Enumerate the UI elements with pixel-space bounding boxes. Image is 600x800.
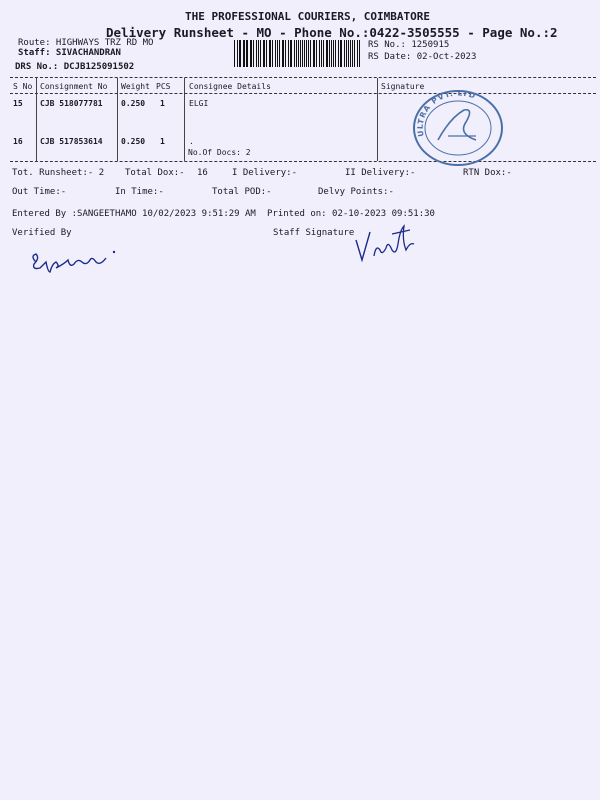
barcode-bar	[352, 40, 354, 67]
drs-number: DRS No.: DCJB125091502	[15, 62, 135, 72]
barcode-bar	[277, 40, 278, 67]
col-header-weight: Weight	[121, 82, 150, 91]
barcode-bar	[288, 40, 289, 67]
barcode-bar	[340, 40, 341, 67]
barcode-bar	[256, 40, 257, 67]
total-dox-value: 16	[197, 168, 208, 178]
barcode-bar	[253, 40, 254, 67]
barcode-bar	[266, 40, 267, 67]
barcode-bar	[258, 40, 260, 67]
barcode-bar	[344, 40, 345, 67]
ii-delivery: II Delivery:-	[345, 168, 416, 178]
barcode-bar	[327, 40, 328, 67]
col-divider	[377, 78, 378, 161]
tot-runsheet: Tot. Runsheet:- 2	[12, 168, 105, 178]
barcode-bar	[290, 40, 291, 67]
col-divider	[184, 78, 185, 161]
barcode	[234, 40, 360, 67]
barcode-bar	[326, 40, 327, 67]
table-row-weight: 0.250	[121, 137, 146, 146]
col-header-consignee: Consignee Details	[189, 82, 271, 91]
barcode-bar	[296, 40, 297, 67]
route-label: Route: HIGHWAYS TRZ RD MO	[18, 38, 154, 48]
barcode-bar	[304, 40, 305, 67]
barcode-bar	[321, 40, 322, 67]
stamp-text: ULTRA PVT. LTD	[415, 88, 478, 138]
staff-label: Staff: SIVACHANDRAN	[18, 48, 121, 58]
barcode-bar	[350, 40, 351, 67]
barcode-bar	[319, 40, 320, 67]
barcode-bar	[247, 40, 248, 67]
delvy-points: Delvy Points:-	[318, 187, 394, 197]
barcode-bar	[246, 40, 247, 67]
in-time: In Time:-	[115, 187, 164, 197]
barcode-bar	[316, 40, 318, 67]
barcode-bar	[251, 40, 252, 67]
rs-date: RS Date: 02-Oct-2023	[368, 52, 477, 62]
barcode-bar	[275, 40, 277, 67]
barcode-bar	[329, 40, 330, 67]
runsheet-title: Delivery Runsheet - MO - Phone No.:0422-3505555 - Page No.:2	[106, 25, 558, 40]
table-row-consignee: .	[189, 137, 194, 146]
barcode-bar	[300, 40, 301, 67]
col-header-pcs: PCS	[156, 82, 171, 91]
barcode-bar	[270, 40, 271, 67]
barcode-bar	[354, 40, 355, 67]
table-row-consignee: ELGI	[189, 99, 209, 108]
barcode-bar	[357, 40, 358, 67]
barcode-bar	[239, 40, 240, 67]
barcode-bar	[306, 40, 307, 67]
col-header-consignment: Consignment No	[40, 82, 108, 91]
table-row-pcs: 1	[160, 99, 165, 108]
table-row-sno: 16	[13, 137, 23, 146]
barcode-bar	[314, 40, 315, 67]
barcode-bar	[240, 40, 241, 67]
out-time: Out Time:-	[12, 187, 67, 197]
i-delivery: I Delivery:-	[232, 168, 298, 178]
barcode-bar	[298, 40, 299, 67]
barcode-bar	[234, 40, 235, 67]
barcode-bar	[308, 40, 309, 67]
barcode-bar	[323, 40, 324, 67]
barcode-bar	[348, 40, 349, 67]
table-row-sno: 15	[13, 99, 23, 108]
staff-signature-label: Staff Signature	[273, 228, 355, 238]
col-header-signature: Signature	[381, 82, 425, 91]
barcode-bar	[282, 40, 283, 67]
barcode-bar	[272, 40, 273, 67]
barcode-bar	[237, 40, 238, 67]
table-row-docs-count: No.Of Docs: 2	[188, 148, 251, 157]
col-divider	[117, 78, 118, 161]
barcode-bar	[263, 40, 264, 67]
barcode-bar	[291, 40, 292, 67]
company-stamp	[410, 88, 510, 168]
table-row-weight: 0.250	[121, 99, 146, 108]
rtn-dox: RTN Dox:-	[463, 168, 512, 178]
total-dox-label: Total Dox:-	[125, 168, 185, 178]
company-title: THE PROFESSIONAL COURIERS, COIMBATORE	[185, 10, 431, 23]
barcode-bar	[294, 40, 296, 67]
barcode-bar	[335, 40, 337, 67]
entered-by: Entered By :SANGEETHAMO 10/02/2023 9:51:29 AM	[12, 209, 256, 219]
rs-number: RS No.: 1250915	[368, 40, 450, 50]
col-divider	[36, 78, 37, 161]
barcode-bar	[310, 40, 311, 67]
barcode-bar	[283, 40, 284, 67]
barcode-bar	[264, 40, 265, 67]
verified-by-label: Verified By	[12, 228, 72, 238]
barcode-bar	[313, 40, 314, 67]
barcode-bar	[338, 40, 339, 67]
barcode-bar	[250, 40, 251, 67]
table-row-consignment: CJB 518077781	[40, 99, 103, 108]
barcode-bar	[346, 40, 347, 67]
barcode-bar	[333, 40, 334, 67]
barcode-bar	[260, 40, 261, 67]
col-header-sno: S No	[13, 82, 33, 91]
verifier-signature	[26, 246, 126, 280]
printed-on: Printed on: 02-10-2023 09:51:30	[267, 209, 435, 219]
barcode-bar	[279, 40, 280, 67]
table-row-pcs: 1	[160, 137, 165, 146]
barcode-bar	[243, 40, 245, 67]
barcode-bar	[302, 40, 303, 67]
total-pod: Total POD:-	[212, 187, 272, 197]
barcode-bar	[331, 40, 332, 67]
barcode-bar	[269, 40, 270, 67]
table-top-rule	[10, 77, 596, 78]
barcode-bar	[341, 40, 342, 67]
table-row-consignment: CJB 517853614	[40, 137, 103, 146]
barcode-bar	[359, 40, 360, 67]
staff-signature	[352, 220, 432, 270]
barcode-bar	[285, 40, 286, 67]
